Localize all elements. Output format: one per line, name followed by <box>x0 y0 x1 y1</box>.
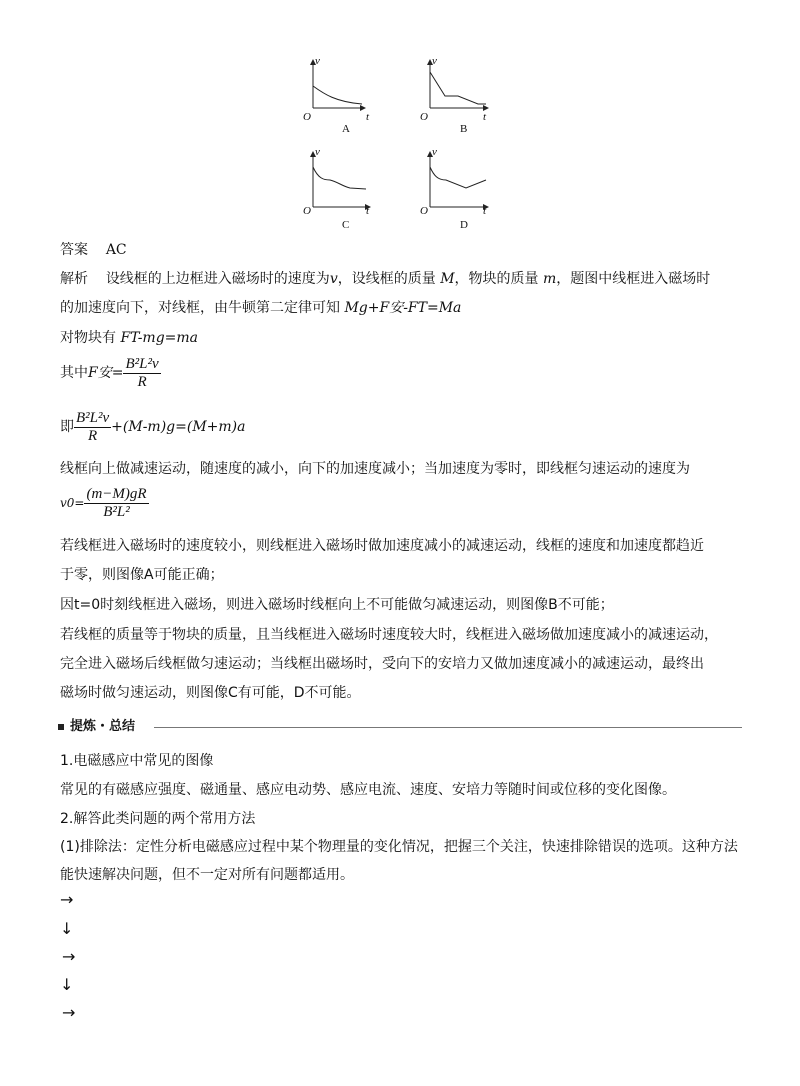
bullet-square-icon <box>58 724 64 730</box>
graph-a-v-label: v <box>315 55 320 67</box>
graph-c-v-label: v <box>315 146 320 158</box>
equation-2: FT-mg=ma <box>120 330 199 346</box>
f-an-symbol: F安= <box>88 365 124 381</box>
analysis-line-2 <box>60 299 461 317</box>
fraction-denominator: B²L² <box>103 503 130 520</box>
summary-title: 提炼・总结 <box>70 719 136 734</box>
analysis-text: 线框向上做减速运动，随速度的减小，向下的加速度减小；当加速度为零时，即线框匀速运动的速度为 <box>60 461 690 477</box>
arrow-right-icon: → <box>62 947 76 966</box>
graph-c-caption: C <box>342 219 350 231</box>
analysis-text: ，设线框的质量 <box>337 271 436 287</box>
graph-d-v-label: v <box>432 146 437 158</box>
graph-b-t-label: t <box>483 111 487 123</box>
graph-b-origin: O <box>420 111 428 123</box>
analysis-line-slow-1 <box>60 537 704 555</box>
arrow-down-icon: ↓ <box>60 975 74 994</box>
fraction-denominator: R <box>88 427 98 444</box>
fraction-v0 <box>84 486 148 521</box>
analysis-line-v0 <box>60 485 149 521</box>
vt-graphs-figure <box>290 52 520 232</box>
analysis-line-eq-1 <box>60 626 718 644</box>
summary-text: 2.解答此类问题的两个常用方法 <box>60 811 256 827</box>
summary-body-1 <box>60 781 676 799</box>
graph-b-caption: B <box>460 123 468 135</box>
equation-1: Mg+F安-FT=Ma <box>344 300 462 316</box>
graph-a-origin: O <box>303 111 311 123</box>
summary-text: (1)排除法：定性分析电磁感应过程中某个物理量的变化情况，把握三个关注，快速排除错误的选项。这种方法 <box>60 839 738 855</box>
analysis-line-t0 <box>60 596 614 614</box>
summary-body-2b <box>60 866 354 884</box>
analysis-text: 若线框进入磁场时的速度较小，则线框进入磁场时做加速度减小的减速运动，线框的速度和加速度都趋近 <box>60 538 704 554</box>
equation-3-tail: +(M-m)g=(M+m)a <box>111 419 246 435</box>
graph-a-t-label: t <box>366 111 370 123</box>
graph-b <box>430 60 488 108</box>
summary-text: 1.电磁感应中常见的图像 <box>60 753 214 769</box>
analysis-text: 即 <box>60 419 74 435</box>
symbol-m: m <box>542 271 557 287</box>
symbol-v: v <box>329 271 338 287</box>
graph-c-origin: O <box>303 205 311 217</box>
answer-label: 答案 <box>60 242 88 258</box>
analysis-text: 因t=0时刻线框进入磁场，则进入磁场时线框向上不可能做匀减速运动，则图像B不可能； <box>60 597 614 613</box>
symbol-M: M <box>440 271 455 287</box>
analysis-text: ，物块的质量 <box>454 271 539 287</box>
divider <box>154 727 742 728</box>
analysis-text: ，题图中线框进入磁场时 <box>556 271 711 287</box>
graph-d-t-label: t <box>483 205 487 217</box>
arrow-right-icon: → <box>62 1003 76 1022</box>
graph-d <box>430 152 488 207</box>
summary-body-2a <box>60 838 738 856</box>
arrow-right-icon: → <box>60 890 74 909</box>
analysis-text: 完全进入磁场后线框做匀速运动；当线框出磁场时，受向下的安培力又做加速度减小的减速运动，最终出 <box>60 656 704 672</box>
fraction-numerator: (m−M)gR <box>86 485 147 502</box>
answer-value: AC <box>105 242 127 258</box>
analysis-line-eq-3 <box>60 684 361 702</box>
graph-b-v-label: v <box>432 55 437 67</box>
analysis-text: 若线框的质量等于物块的质量，且当线框进入磁场时速度较大时，线框进入磁场做加速度减小的减速运动， <box>60 627 718 643</box>
answer-line <box>60 241 127 259</box>
v0-symbol: v0= <box>60 496 85 510</box>
arrow-down-icon: ↓ <box>60 919 74 938</box>
graph-d-caption: D <box>460 219 468 231</box>
analysis-text: 对物块有 <box>60 330 116 346</box>
analysis-text: 于零，则图像A可能正确； <box>60 567 224 583</box>
vt-graphs-svg <box>290 52 520 232</box>
graph-c-t-label: t <box>366 205 370 217</box>
summary-heading-2 <box>60 810 255 828</box>
summary-heading-1 <box>60 752 213 770</box>
graph-a-caption: A <box>342 123 350 135</box>
analysis-line-eq-2 <box>60 655 704 673</box>
graph-d-origin: O <box>420 205 428 217</box>
fraction-b2l2v-over-r-2 <box>74 410 111 445</box>
fraction-numerator: B²L²v <box>125 355 159 372</box>
analysis-text: 的加速度向下，对线框，由牛顿第二定律可知 <box>60 300 340 316</box>
analysis-line-decel <box>60 460 690 478</box>
analysis-label: 解析 <box>60 271 88 287</box>
analysis-text: 磁场时做匀速运动，则图像C有可能，D不可能。 <box>60 685 361 701</box>
analysis-line-where <box>60 355 161 391</box>
graph-c <box>313 152 370 207</box>
summary-header <box>58 719 742 735</box>
analysis-line-1 <box>60 270 710 288</box>
summary-text: 能快速解决问题，但不一定对所有问题都适用。 <box>60 867 354 883</box>
analysis-line-3 <box>60 329 198 347</box>
fraction-b2l2v-over-r <box>123 356 160 391</box>
analysis-text: 其中 <box>60 365 88 381</box>
summary-text: 常见的有磁感应强度、磁通量、感应电动势、感应电流、速度、安培力等随时间或位移的变化图像。 <box>60 782 676 798</box>
analysis-line-ie <box>60 409 245 445</box>
graph-a <box>313 60 365 108</box>
analysis-line-slow-2 <box>60 566 224 584</box>
analysis-text: 设线框的上边框进入磁场时的速度为 <box>105 271 330 287</box>
fraction-numerator: B²L²v <box>76 409 110 426</box>
fraction-denominator: R <box>137 373 147 390</box>
